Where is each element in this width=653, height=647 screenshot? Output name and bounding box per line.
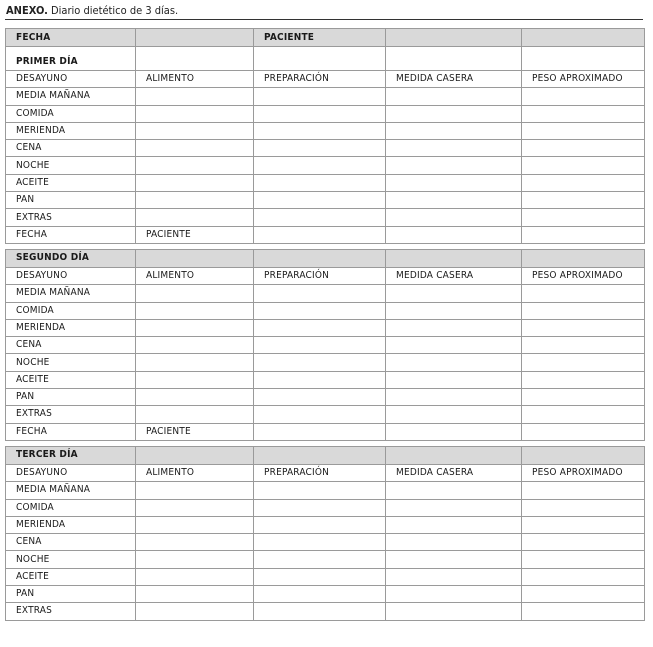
col-alimento: ALIMENTO bbox=[136, 464, 254, 481]
fill-cell[interactable] bbox=[522, 423, 645, 440]
day-title-row bbox=[6, 47, 645, 71]
header-row bbox=[6, 29, 645, 47]
header-empty bbox=[522, 29, 645, 47]
meal-row bbox=[6, 389, 645, 406]
fill-cell[interactable] bbox=[254, 499, 386, 516]
meal-label: ACEITE bbox=[6, 371, 136, 388]
fill-cell[interactable] bbox=[386, 192, 522, 209]
fill-cell[interactable] bbox=[386, 586, 522, 603]
col-alimento: ALIMENTO bbox=[136, 267, 254, 284]
meal-label: MERIENDA bbox=[6, 516, 136, 533]
fill-cell[interactable] bbox=[386, 406, 522, 423]
fill-cell[interactable] bbox=[386, 534, 522, 551]
fill-cell[interactable] bbox=[136, 192, 254, 209]
meal-label: NOCHE bbox=[6, 354, 136, 371]
meal-row bbox=[6, 371, 645, 388]
meal-label: PAN bbox=[6, 586, 136, 603]
meal-label: DESAYUNO bbox=[6, 71, 136, 88]
fill-cell[interactable] bbox=[386, 389, 522, 406]
meal-row bbox=[6, 174, 645, 191]
meal-label: CENA bbox=[6, 337, 136, 354]
col-peso: PESO APROXIMADO bbox=[522, 464, 645, 481]
fill-cell[interactable] bbox=[254, 174, 386, 191]
fill-cell[interactable] bbox=[522, 319, 645, 336]
fill-cell[interactable] bbox=[254, 551, 386, 568]
fill-cell[interactable] bbox=[254, 534, 386, 551]
meal-row bbox=[6, 337, 645, 354]
fill-cell[interactable] bbox=[522, 354, 645, 371]
fill-cell[interactable] bbox=[254, 157, 386, 174]
fill-cell[interactable] bbox=[386, 354, 522, 371]
header-paciente: PACIENTE bbox=[254, 29, 386, 47]
fill-cell[interactable] bbox=[254, 88, 386, 105]
col-preparacion: PREPARACIÓN bbox=[254, 71, 386, 88]
col-preparacion: PREPARACIÓN bbox=[254, 464, 386, 481]
meal-label: ACEITE bbox=[6, 174, 136, 191]
fill-cell[interactable] bbox=[136, 568, 254, 585]
fill-cell[interactable] bbox=[386, 568, 522, 585]
fill-cell[interactable] bbox=[522, 534, 645, 551]
meal-label: NOCHE bbox=[6, 157, 136, 174]
meal-label: DESAYUNO bbox=[6, 464, 136, 481]
meal-row bbox=[6, 122, 645, 139]
fill-cell[interactable] bbox=[522, 105, 645, 122]
fill-cell[interactable] bbox=[522, 499, 645, 516]
fill-cell[interactable] bbox=[386, 209, 522, 226]
fill-cell[interactable] bbox=[522, 122, 645, 139]
diet-diary-table bbox=[5, 28, 645, 621]
title-cell bbox=[136, 446, 254, 464]
fill-cell[interactable] bbox=[386, 285, 522, 302]
fill-cell[interactable] bbox=[136, 389, 254, 406]
fill-cell[interactable] bbox=[136, 157, 254, 174]
col-alimento: ALIMENTO bbox=[136, 71, 254, 88]
fill-cell[interactable] bbox=[136, 482, 254, 499]
footer-row bbox=[6, 423, 645, 440]
col-peso: PESO APROXIMADO bbox=[522, 267, 645, 284]
fill-cell[interactable] bbox=[136, 122, 254, 139]
fill-cell[interactable] bbox=[254, 568, 386, 585]
meal-label: EXTRAS bbox=[6, 406, 136, 423]
meal-row bbox=[6, 192, 645, 209]
meal-row bbox=[6, 568, 645, 585]
fill-cell[interactable] bbox=[522, 226, 645, 243]
meal-label: EXTRAS bbox=[6, 603, 136, 620]
col-medida: MEDIDA CASERA bbox=[386, 71, 522, 88]
fill-cell[interactable] bbox=[386, 226, 522, 243]
fill-cell[interactable] bbox=[254, 586, 386, 603]
fill-cell[interactable] bbox=[254, 47, 386, 71]
fill-cell[interactable] bbox=[386, 319, 522, 336]
col-medida: MEDIDA CASERA bbox=[386, 464, 522, 481]
fill-cell[interactable] bbox=[136, 302, 254, 319]
column-header-row bbox=[6, 464, 645, 481]
meal-label: NOCHE bbox=[6, 551, 136, 568]
fill-cell[interactable] bbox=[254, 337, 386, 354]
fill-cell[interactable] bbox=[136, 140, 254, 157]
meal-label: PAN bbox=[6, 389, 136, 406]
fill-cell[interactable] bbox=[386, 516, 522, 533]
fill-cell[interactable] bbox=[386, 423, 522, 440]
annex-caption bbox=[6, 4, 178, 17]
day-title: PRIMER DÍA bbox=[6, 47, 136, 71]
title-cell bbox=[386, 446, 522, 464]
fill-cell[interactable] bbox=[522, 88, 645, 105]
fill-cell[interactable] bbox=[254, 226, 386, 243]
meal-row bbox=[6, 482, 645, 499]
fill-cell[interactable] bbox=[254, 354, 386, 371]
fill-cell[interactable] bbox=[386, 603, 522, 620]
fill-cell[interactable] bbox=[254, 603, 386, 620]
meal-row bbox=[6, 603, 645, 620]
col-medida: MEDIDA CASERA bbox=[386, 267, 522, 284]
fill-cell[interactable] bbox=[136, 603, 254, 620]
fill-cell[interactable] bbox=[522, 47, 645, 71]
fill-cell[interactable] bbox=[522, 302, 645, 319]
fill-cell[interactable] bbox=[522, 157, 645, 174]
meal-label: COMIDA bbox=[6, 105, 136, 122]
footer-paciente: PACIENTE bbox=[136, 423, 254, 440]
fill-cell[interactable] bbox=[522, 140, 645, 157]
meal-row bbox=[6, 406, 645, 423]
fill-cell[interactable] bbox=[522, 371, 645, 388]
fill-cell[interactable] bbox=[522, 516, 645, 533]
title-cell bbox=[522, 446, 645, 464]
fill-cell[interactable] bbox=[136, 174, 254, 191]
fill-cell[interactable] bbox=[522, 551, 645, 568]
meal-row bbox=[6, 534, 645, 551]
fill-cell[interactable] bbox=[136, 354, 254, 371]
fill-cell[interactable] bbox=[522, 285, 645, 302]
fill-cell[interactable] bbox=[254, 302, 386, 319]
meal-row bbox=[6, 105, 645, 122]
meal-row bbox=[6, 516, 645, 533]
meal-label: MEDIA MAÑANA bbox=[6, 482, 136, 499]
title-cell bbox=[136, 249, 254, 267]
annex-caption-text: Diario dietético de 3 días. bbox=[47, 4, 179, 17]
fill-cell[interactable] bbox=[254, 105, 386, 122]
fill-cell[interactable] bbox=[386, 337, 522, 354]
meal-row bbox=[6, 586, 645, 603]
fill-cell[interactable] bbox=[522, 406, 645, 423]
day-title-row bbox=[6, 249, 645, 267]
fill-cell[interactable] bbox=[254, 209, 386, 226]
fill-cell[interactable] bbox=[254, 423, 386, 440]
fill-cell[interactable] bbox=[136, 285, 254, 302]
fill-cell[interactable] bbox=[136, 319, 254, 336]
fill-cell[interactable] bbox=[386, 302, 522, 319]
fill-cell[interactable] bbox=[136, 47, 254, 71]
meal-label: MERIENDA bbox=[6, 319, 136, 336]
header-fecha: FECHA bbox=[6, 29, 136, 47]
fill-cell[interactable] bbox=[386, 482, 522, 499]
fill-cell[interactable] bbox=[136, 551, 254, 568]
fill-cell[interactable] bbox=[386, 174, 522, 191]
fill-cell[interactable] bbox=[254, 285, 386, 302]
meal-row bbox=[6, 140, 645, 157]
fill-cell[interactable] bbox=[522, 337, 645, 354]
annex-caption-bold: ANEXO. bbox=[6, 4, 48, 17]
meal-label: COMIDA bbox=[6, 302, 136, 319]
fill-cell[interactable] bbox=[522, 568, 645, 585]
fill-cell[interactable] bbox=[136, 105, 254, 122]
meal-row bbox=[6, 157, 645, 174]
fill-cell[interactable] bbox=[254, 406, 386, 423]
meal-label: MEDIA MAÑANA bbox=[6, 88, 136, 105]
fill-cell[interactable] bbox=[254, 192, 386, 209]
footer-paciente: PACIENTE bbox=[136, 226, 254, 243]
fill-cell[interactable] bbox=[386, 140, 522, 157]
fill-cell[interactable] bbox=[522, 174, 645, 191]
fill-cell[interactable] bbox=[254, 516, 386, 533]
fill-cell[interactable] bbox=[386, 105, 522, 122]
column-header-row bbox=[6, 71, 645, 88]
footer-fecha: FECHA bbox=[6, 423, 136, 440]
meal-row bbox=[6, 88, 645, 105]
fill-cell[interactable] bbox=[136, 209, 254, 226]
col-preparacion: PREPARACIÓN bbox=[254, 267, 386, 284]
day-title: TERCER DÍA bbox=[6, 446, 136, 464]
fill-cell[interactable] bbox=[136, 499, 254, 516]
fill-cell[interactable] bbox=[386, 122, 522, 139]
meal-label: CENA bbox=[6, 534, 136, 551]
fill-cell[interactable] bbox=[386, 371, 522, 388]
meal-row bbox=[6, 499, 645, 516]
fill-cell[interactable] bbox=[136, 516, 254, 533]
meal-row bbox=[6, 319, 645, 336]
meal-label: MERIENDA bbox=[6, 122, 136, 139]
fill-cell[interactable] bbox=[254, 389, 386, 406]
title-cell bbox=[254, 446, 386, 464]
fill-cell[interactable] bbox=[386, 47, 522, 71]
fill-cell[interactable] bbox=[254, 371, 386, 388]
day-title: SEGUNDO DÍA bbox=[6, 249, 136, 267]
fill-cell[interactable] bbox=[136, 534, 254, 551]
col-peso: PESO APROXIMADO bbox=[522, 71, 645, 88]
meal-label: MEDIA MAÑANA bbox=[6, 285, 136, 302]
fill-cell[interactable] bbox=[522, 192, 645, 209]
fill-cell[interactable] bbox=[522, 209, 645, 226]
day-title-row bbox=[6, 446, 645, 464]
fill-cell[interactable] bbox=[254, 319, 386, 336]
fill-cell[interactable] bbox=[522, 389, 645, 406]
fill-cell[interactable] bbox=[522, 603, 645, 620]
meal-label: EXTRAS bbox=[6, 209, 136, 226]
fill-cell[interactable] bbox=[386, 88, 522, 105]
fill-cell[interactable] bbox=[386, 157, 522, 174]
fill-cell[interactable] bbox=[136, 586, 254, 603]
fill-cell[interactable] bbox=[254, 140, 386, 157]
fill-cell[interactable] bbox=[386, 499, 522, 516]
header-empty bbox=[136, 29, 254, 47]
fill-cell[interactable] bbox=[136, 406, 254, 423]
title-cell bbox=[522, 249, 645, 267]
meal-row bbox=[6, 354, 645, 371]
fill-cell[interactable] bbox=[522, 586, 645, 603]
caption-rule bbox=[5, 19, 643, 20]
fill-cell[interactable] bbox=[522, 482, 645, 499]
meal-label: CENA bbox=[6, 140, 136, 157]
fill-cell[interactable] bbox=[254, 482, 386, 499]
fill-cell[interactable] bbox=[136, 371, 254, 388]
column-header-row bbox=[6, 267, 645, 284]
meal-row bbox=[6, 551, 645, 568]
header-empty bbox=[386, 29, 522, 47]
footer-row bbox=[6, 226, 645, 243]
meal-label: COMIDA bbox=[6, 499, 136, 516]
fill-cell[interactable] bbox=[254, 122, 386, 139]
meal-label: PAN bbox=[6, 192, 136, 209]
fill-cell[interactable] bbox=[136, 337, 254, 354]
meal-label: DESAYUNO bbox=[6, 267, 136, 284]
footer-fecha: FECHA bbox=[6, 226, 136, 243]
meal-row bbox=[6, 209, 645, 226]
fill-cell[interactable] bbox=[386, 551, 522, 568]
meal-row bbox=[6, 285, 645, 302]
title-cell bbox=[254, 249, 386, 267]
meal-label: ACEITE bbox=[6, 568, 136, 585]
fill-cell[interactable] bbox=[136, 88, 254, 105]
title-cell bbox=[386, 249, 522, 267]
meal-row bbox=[6, 302, 645, 319]
